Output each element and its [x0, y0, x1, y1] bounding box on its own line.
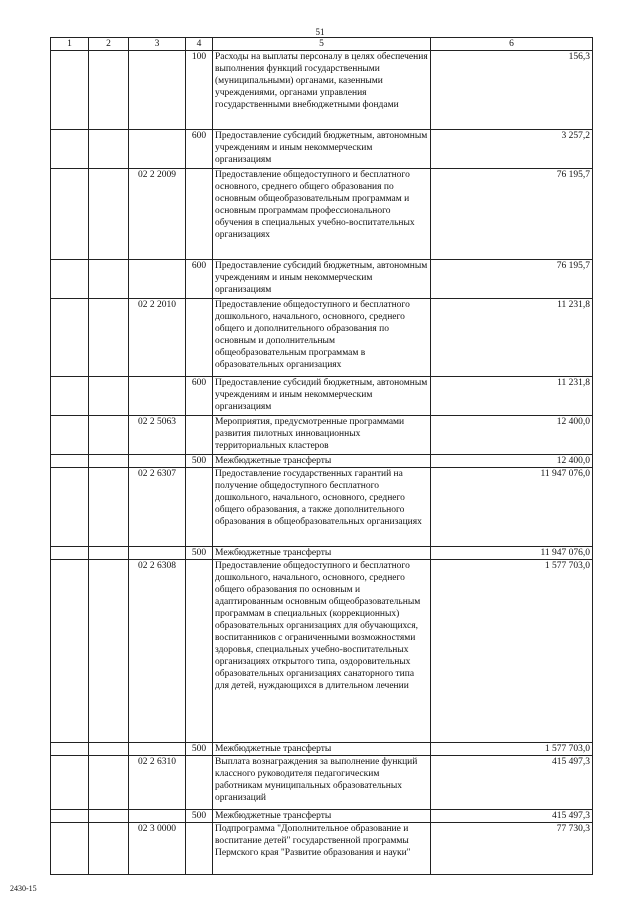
cell-col2 [89, 823, 129, 875]
budget-table [50, 37, 593, 875]
item-description: Межбюджетные трансферты [213, 743, 431, 756]
table-row [51, 743, 593, 756]
cell-col2 [89, 260, 129, 299]
amount-value: 415 497,3 [431, 810, 593, 823]
table-row [51, 416, 593, 455]
target-article-code [129, 743, 186, 756]
target-article-code: 02 2 6310 [129, 756, 186, 810]
item-description: Межбюджетные трансферты [213, 810, 431, 823]
item-description: Межбюджетные трансферты [213, 547, 431, 560]
expense-type-code: 500 [186, 810, 213, 823]
cell-col2 [89, 130, 129, 169]
target-article-code: 02 3 0000 [129, 823, 186, 875]
target-article-code: 02 2 2009 [129, 169, 186, 260]
cell-col2 [89, 743, 129, 756]
item-description: Межбюджетные трансферты [213, 455, 431, 468]
amount-value: 12 400,0 [431, 455, 593, 468]
column-header: 2 [89, 38, 129, 51]
target-article-code [129, 260, 186, 299]
item-description: Предоставление государственных гарантий на получение общедоступного бесплатного дошкольного, начального, основного, среднего общего образования, а также дополнительного образования в общеобразовательных организациях [213, 468, 431, 547]
expense-type-code [186, 756, 213, 810]
cell-col2 [89, 455, 129, 468]
cell-col2 [89, 810, 129, 823]
target-article-code: 02 2 2010 [129, 299, 186, 377]
cell-col1 [51, 756, 89, 810]
expense-type-code: 600 [186, 260, 213, 299]
expense-type-code: 600 [186, 130, 213, 169]
target-article-code [129, 377, 186, 416]
document-code: 2430-15 [10, 884, 37, 893]
table-row [51, 455, 593, 468]
table-row [51, 260, 593, 299]
cell-col1 [51, 547, 89, 560]
cell-col1 [51, 130, 89, 169]
expense-type-code: 100 [186, 51, 213, 130]
table-row [51, 51, 593, 130]
cell-col1 [51, 743, 89, 756]
amount-value: 76 195,7 [431, 169, 593, 260]
target-article-code [129, 51, 186, 130]
expense-type-code [186, 823, 213, 875]
cell-col1 [51, 823, 89, 875]
item-description: Предоставление субсидий бюджетным, автономным учреждениям и иным некоммерческим организациям [213, 130, 431, 169]
amount-value: 415 497,3 [431, 756, 593, 810]
column-header: 5 [213, 38, 431, 51]
item-description: Предоставление общедоступного и бесплатного основного, среднего общего образования по основным общеобразовательным программам и основным программам профессионального обучения в специальных учебно-воспитательных организациях [213, 169, 431, 260]
amount-value: 12 400,0 [431, 416, 593, 455]
expense-type-code: 500 [186, 455, 213, 468]
cell-col1 [51, 51, 89, 130]
cell-col1 [51, 169, 89, 260]
item-description: Выплата вознаграждения за выполнение функций классного руководителя педагогическим работникам муниципальных образовательных организаций [213, 756, 431, 810]
expense-type-code: 500 [186, 743, 213, 756]
amount-value: 76 195,7 [431, 260, 593, 299]
item-description: Мероприятия, предусмотренные программами развития пилотных инновационных территориальных кластеров [213, 416, 431, 455]
amount-value: 11 947 076,0 [431, 547, 593, 560]
column-header: 3 [129, 38, 186, 51]
column-header: 1 [51, 38, 89, 51]
amount-value: 1 577 703,0 [431, 743, 593, 756]
expense-type-code: 600 [186, 377, 213, 416]
column-header: 6 [431, 38, 593, 51]
amount-value: 156,3 [431, 51, 593, 130]
item-description: Предоставление субсидий бюджетным, автономным учреждениям и иным некоммерческим организациям [213, 377, 431, 416]
expense-type-code [186, 416, 213, 455]
target-article-code [129, 130, 186, 169]
target-article-code: 02 2 5063 [129, 416, 186, 455]
amount-value: 11 231,8 [431, 377, 593, 416]
expense-type-code [186, 299, 213, 377]
cell-col1 [51, 560, 89, 743]
cell-col1 [51, 468, 89, 547]
item-description: Подпрограмма "Дополнительное образование и воспитание детей" государственной программы Пермского края "Развитие образования и науки" [213, 823, 431, 875]
amount-value: 11 947 076,0 [431, 468, 593, 547]
cell-col2 [89, 756, 129, 810]
cell-col2 [89, 169, 129, 260]
page-number: 51 [315, 27, 325, 37]
cell-col2 [89, 299, 129, 377]
cell-col2 [89, 51, 129, 130]
item-description: Расходы на выплаты персоналу в целях обеспечения выполнения функций государственными (муниципальными) органами, казенными учреждениями, органами управления государственными внебюджетными фондами [213, 51, 431, 130]
target-article-code: 02 2 6307 [129, 468, 186, 547]
amount-value: 11 231,8 [431, 299, 593, 377]
cell-col1 [51, 455, 89, 468]
table-header-row [51, 38, 593, 51]
cell-col2 [89, 560, 129, 743]
target-article-code [129, 810, 186, 823]
expense-type-code [186, 169, 213, 260]
expense-type-code: 500 [186, 547, 213, 560]
cell-col1 [51, 416, 89, 455]
table-row [51, 560, 593, 743]
table-row [51, 810, 593, 823]
item-description: Предоставление общедоступного и бесплатного дошкольного, начального, основного, среднего общего образования по основным и адаптированным основным общеобразовательным программам в специальных (коррекционных) образовательных организациях для обучающихся, воспитанников с ограниченными возможностями здоровья, специальных учебно-воспитательных организациях открытого типа, оздоровительных образовательных организациях санаторного типа для детей, нуждающихся в длительном лечении [213, 560, 431, 743]
target-article-code [129, 455, 186, 468]
cell-col1 [51, 810, 89, 823]
table-row [51, 377, 593, 416]
amount-value: 1 577 703,0 [431, 560, 593, 743]
amount-value: 77 730,3 [431, 823, 593, 875]
cell-col2 [89, 377, 129, 416]
table-row [51, 468, 593, 547]
cell-col2 [89, 416, 129, 455]
table-row [51, 756, 593, 810]
cell-col2 [89, 468, 129, 547]
table-row [51, 547, 593, 560]
item-description: Предоставление субсидий бюджетным, автономным учреждениям и иным некоммерческим организациям [213, 260, 431, 299]
table-row [51, 169, 593, 260]
amount-value: 3 257,2 [431, 130, 593, 169]
expense-type-code [186, 468, 213, 547]
cell-col1 [51, 260, 89, 299]
item-description: Предоставление общедоступного и бесплатного дошкольного, начального, основного, среднего общего и дополнительного образования по основным и дополнительным общеобразовательным программам в образовательных организациях [213, 299, 431, 377]
table-row [51, 299, 593, 377]
table-row [51, 130, 593, 169]
cell-col2 [89, 547, 129, 560]
table-body [51, 51, 593, 875]
column-header: 4 [186, 38, 213, 51]
target-article-code: 02 2 6308 [129, 560, 186, 743]
target-article-code [129, 547, 186, 560]
cell-col1 [51, 299, 89, 377]
table-row [51, 823, 593, 875]
expense-type-code [186, 560, 213, 743]
cell-col1 [51, 377, 89, 416]
